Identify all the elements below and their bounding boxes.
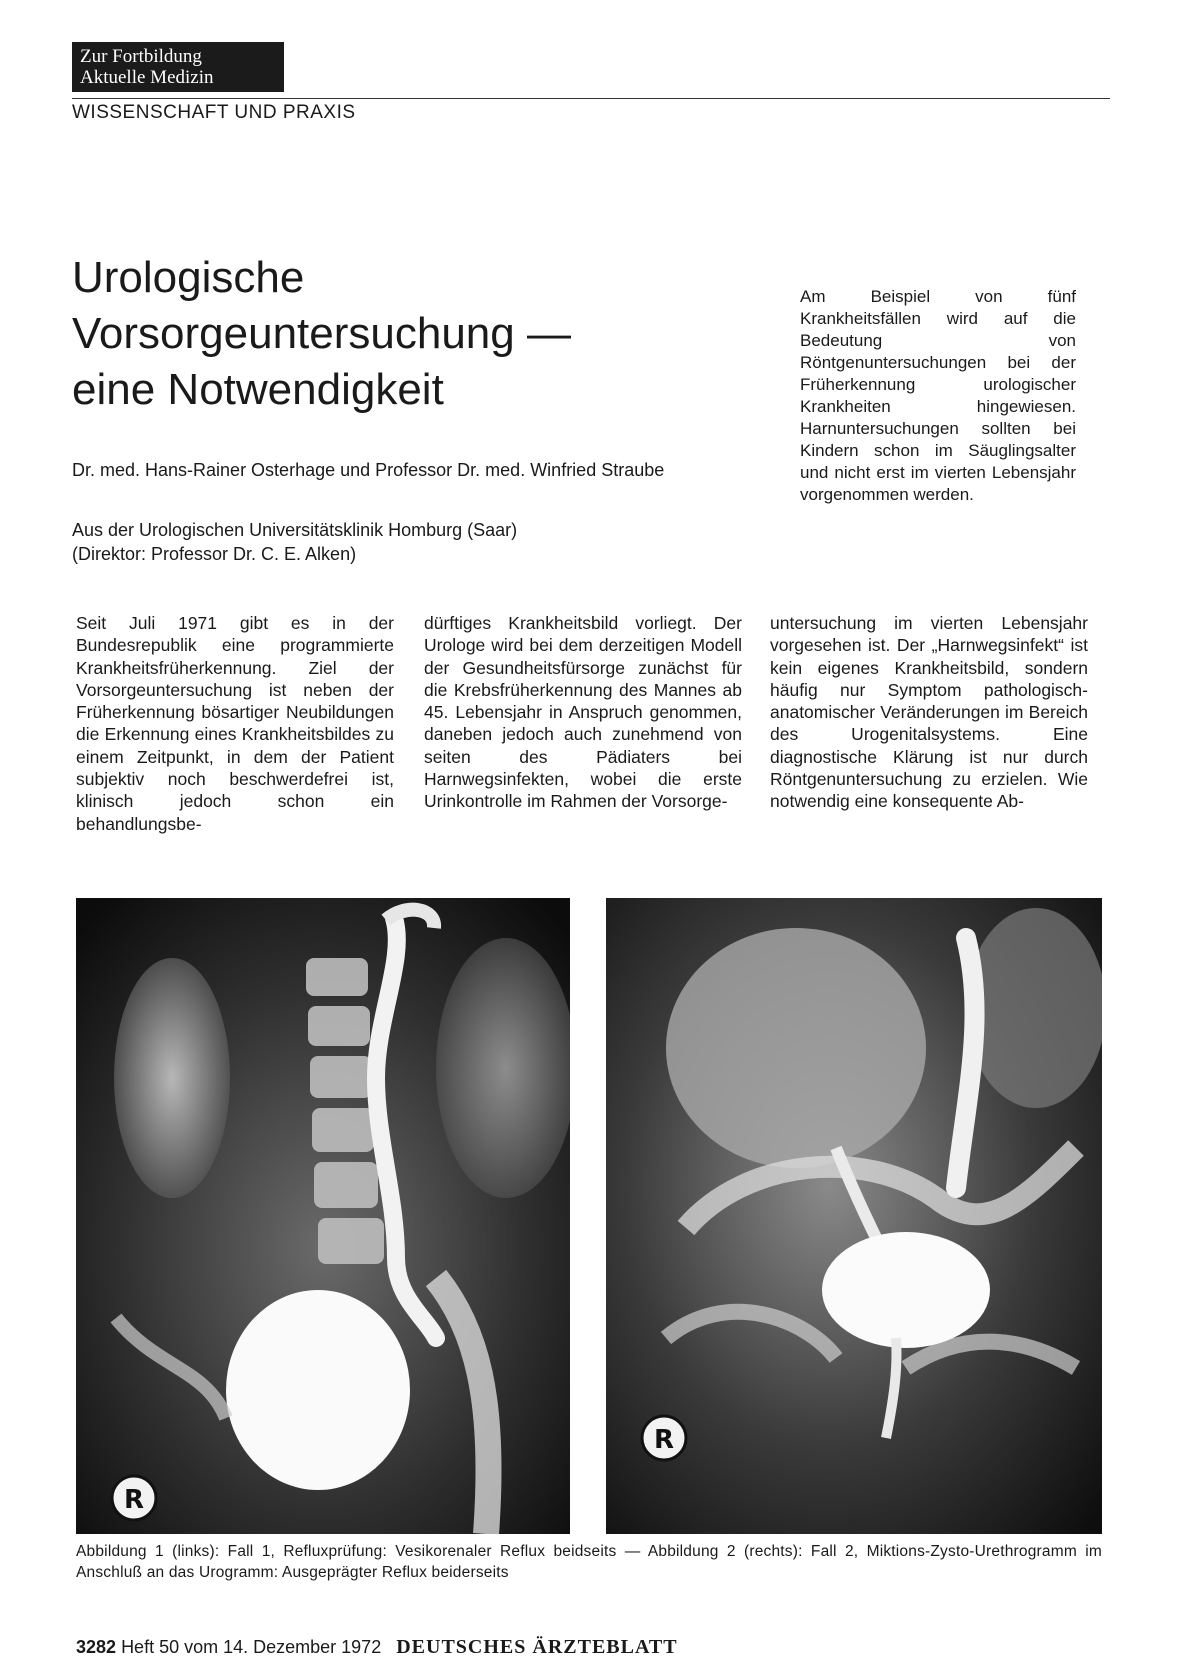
header-rule [72,98,1110,99]
body-column-3: untersuchung im vierten Lebensjahr vorgesehen ist. Der „Harnwegsinfekt“ ist kein eigenes Krankheitsbild, sondern häufig nur Symptom pathologisch-anatomischer Veränderungen im Bereich des Urogenitalsystems. Eine diagnostische Klärung ist nur durch Röntgenuntersuchung zu erzielen. Wie notwendig eine konsequente Ab- [770,613,1088,812]
rubric-badge [72,42,284,92]
figure-2-xray [606,898,1102,1534]
article-title [72,250,632,418]
figure-1-xray [76,898,570,1534]
figure-caption: Abbildung 1 (links): Fall 1, Refluxprüfung: Vesikorenaler Reflux beidseits — Abbildung 2 (rechts): Fall 2, Miktions-Zysto-Urethrogramm im Anschluß an das Urogramm: Ausgeprägter Reflux beiderseits [76,1543,1102,1581]
body-column-1: Seit Juli 1971 gibt es in der Bundesrepublik eine programmierte Krankheitsfrüherkennung. Ziel der Vorsorgeuntersuchung ist neben der Früherkennung bösartiger Neubildungen die Erkennung eines Krankheitsbildes zu einem Zeitpunkt, in dem der Patient subjektiv noch beschwerdefrei ist, klinisch jedoch schon ein behandlungsbe- [76,613,394,834]
radiograph-marker: R [653,1425,675,1455]
affiliation-line-1: Aus der Urologischen Universitätsklinik Homburg (Saar) [72,520,518,540]
title-line-3: eine Notwendigkeit [72,365,444,414]
title-line-2: Vorsorgeuntersuchung — [72,309,571,358]
page-number: 3282 [76,1637,117,1657]
affiliation [72,518,517,566]
journal-name: DEUTSCHES ÄRZTEBLATT [396,1636,678,1658]
rubric-line-1: Zur Fortbildung [80,46,202,67]
affiliation-line-2: (Direktor: Professor Dr. C. E. Alken) [72,544,357,564]
issue-info: Heft 50 vom 14. Dezember 1972 [121,1637,382,1657]
page-footer [76,1636,678,1659]
body-column-2: dürftiges Krankheitsbild vorliegt. Der Urologe wird bei dem derzeitigen Modell der Gesundheitsfürsorge zunächst für die Krebsfrüherkennung des Mannes ab 45. Lebensjahr in Anspruch genommen, daneben jedoch auch zunehmend von seiten des Pädiaters bei Harnwegsinfekten, wobei die erste Urinkontrolle im Rahmen der Vorsorge- [424,613,742,812]
section-label: WISSENSCHAFT UND PRAXIS [72,102,356,123]
title-line-1: Urologische [72,253,305,302]
rubric-line-2: Aktuelle Medizin [80,67,214,88]
article-summary: Am Beispiel von fünf Krankheitsfällen wird auf die Bedeutung von Röntgenuntersuchungen bei der Früherkennung urologischer Krankheiten hingewiesen. Harnuntersuchungen sollten bei Kindern schon im Säuglingsalter und nicht erst im vierten Lebensjahr vorgenommen werden. [800,287,1076,504]
authors: Dr. med. Hans-Rainer Osterhage und Professor Dr. med. Winfried Straube [72,460,665,480]
radiograph-marker: R [123,1485,145,1515]
